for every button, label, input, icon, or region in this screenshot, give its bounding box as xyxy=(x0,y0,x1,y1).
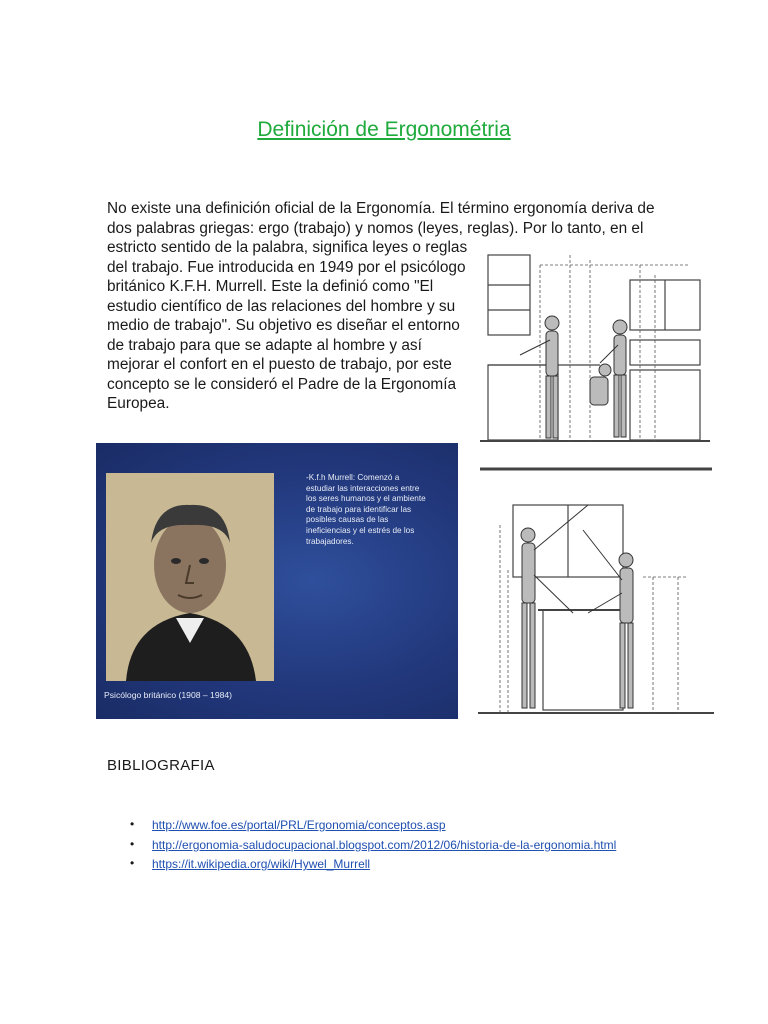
list-item xyxy=(130,818,616,838)
page-title: Definición de Ergonométria xyxy=(257,118,511,141)
bullet-icon: • xyxy=(130,856,135,870)
quote-line: posibles causas de las xyxy=(306,515,389,525)
quote-line: -K.f.h Murrell: Comenzó a xyxy=(306,473,400,482)
bullet-icon: • xyxy=(130,817,135,831)
murrell-slide xyxy=(96,443,458,719)
list-item xyxy=(130,857,616,877)
quote-line: trabajadores. xyxy=(306,536,354,546)
murrell-quote xyxy=(306,473,446,547)
bibliography-link[interactable]: http://www.foe.es/portal/PRL/Ergonomia/conceptos.asp xyxy=(152,818,446,832)
photo-caption: Psicólogo británico (1908 – 1984) xyxy=(104,690,233,700)
paragraph-line: dos palabras griegas: ergo (trabajo) y nomos (leyes, reglas). Por lo tanto, en el xyxy=(107,219,644,237)
quote-line: estudiar las interacciones entre xyxy=(306,483,420,493)
bibliography-heading: BIBLIOGRAFIA xyxy=(107,757,215,774)
paragraph-line: concepto se le consideró el Padre de la Ergonomía xyxy=(107,375,457,393)
bibliography-list xyxy=(130,818,616,877)
work-height-sketch xyxy=(478,465,714,720)
murrell-portrait xyxy=(106,473,274,681)
paragraph-line: No existe una definición oficial de la Ergonomía. El término ergonomía deriva de xyxy=(107,200,655,217)
paragraph-line: mejorar el confort en el puesto de trabajo, por este xyxy=(107,356,452,373)
kitchen-ergonomics-sketch xyxy=(480,245,710,445)
bibliography-link[interactable]: https://it.wikipedia.org/wiki/Hywel_Murrell xyxy=(152,857,371,871)
list-item xyxy=(130,838,616,858)
bullet-icon: • xyxy=(130,836,135,851)
paragraph-line: británico K.F.H. Murrell. Este la definió como "El xyxy=(107,278,434,295)
paragraph-line: estudio científico de las relaciones del hombre y su xyxy=(107,297,456,315)
paragraph-line: del trabajo. Fue introducida en 1949 por el psicólogo xyxy=(107,258,466,276)
quote-line: de trabajo para identificar las xyxy=(306,504,412,514)
paragraph-line: de trabajo para que se adapte al hombre y así xyxy=(107,336,422,354)
bibliography-link[interactable]: http://ergonomia-saludocupacional.blogspot.com/2012/06/historia-de-la-ergonomia.html xyxy=(152,837,617,852)
quote-line: ineficiencias y el estrés de los xyxy=(306,525,415,535)
paragraph-line: medio de trabajo". Su objetivo es diseñar el entorno xyxy=(107,317,460,334)
paragraph-line: Europea. xyxy=(107,395,170,412)
paragraph-line: estricto sentido de la palabra, significa leyes o reglas xyxy=(107,239,468,256)
quote-line: los seres humanos y el ambiente xyxy=(306,494,426,504)
